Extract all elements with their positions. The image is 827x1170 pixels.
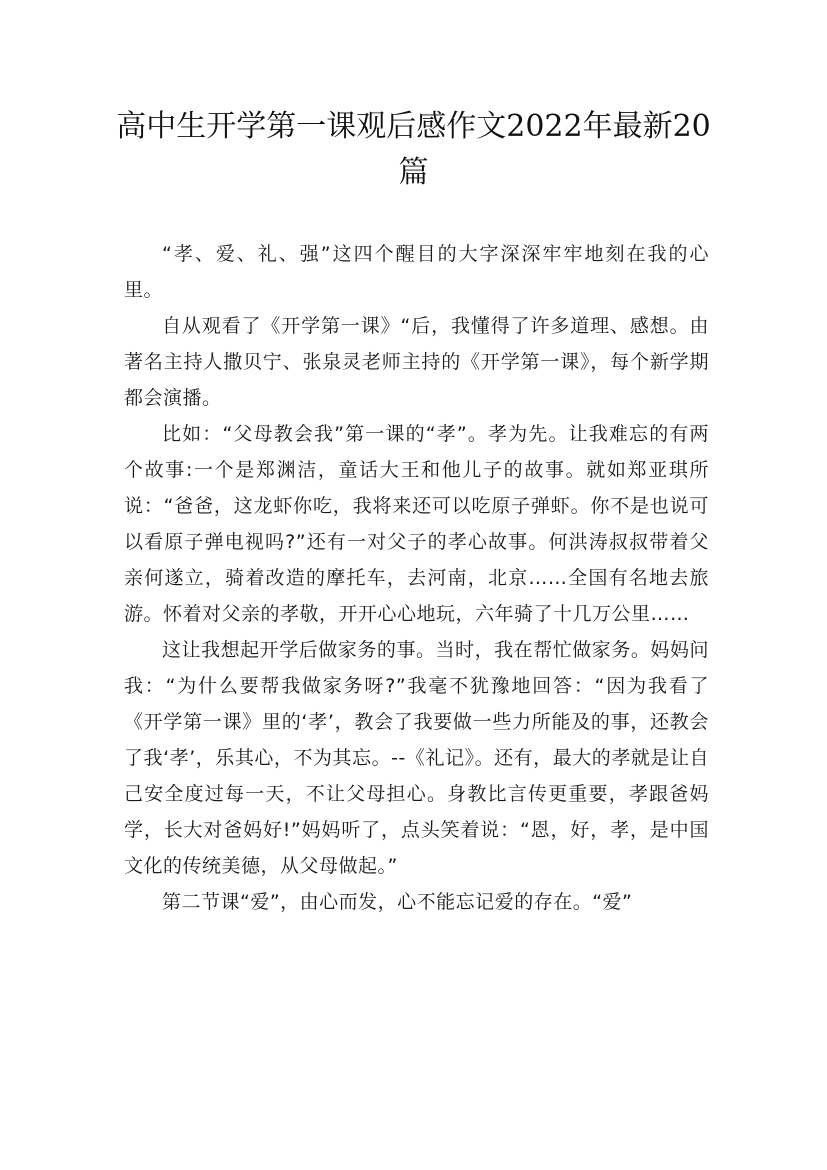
document-title: 高中生开学第一课观后感作文2022年最新20篇 bbox=[116, 109, 711, 190]
paragraph: 第二节课“爱”，由心而发，心不能忘记爱的存在。“爱” bbox=[162, 891, 633, 913]
paragraph: 这让我想起开学后做家务的事。当时，我在帮忙做家务。妈妈问我：“为什么要帮我做家务呀?”我毫不犹豫地回答：“因为我看了《开学第一课》里的‘孝’，教会了我要做一些力所能及的事，还教会了我‘孝’，乐其心，不为其忘。--《礼记》。还有，最大的孝就是让自己安全度过每一天，不让父母担心。身教比言传更重要，孝跟爸妈学，长大对爸妈好!”妈妈听了，点头笑着说：“恩，好，孝，是中国文化的传统美德，从父母做起。” bbox=[124, 639, 709, 877]
paragraph: 比如：“父母教会我”第一课的“孝”。孝为先。让我难忘的有两个故事:一个是郑渊洁，童话大王和他儿子的故事。就如郑亚琪所说：“爸爸，这龙虾你吃，我将来还可以吃原子弹虾。你不是也说可以看原子弹电视吗?”还有一对父子的孝心故事。何洪涛叔叔带着父亲何遂立，骑着改造的摩托车，去河南，北京……全国有名地去旅游。怀着对父亲的孝敬，开开心心地玩，六年骑了十几万公里…… bbox=[124, 423, 709, 625]
paragraph: 自从观看了《开学第一课》“后，我懂得了许多道理、感想。由著名主持人撒贝宁、张泉灵老师主持的《开学第一课》，每个新学期都会演播。 bbox=[124, 315, 709, 409]
paragraph: “孝、爱、礼、强”这四个醒目的大字深深牢牢地刻在我的心里。 bbox=[124, 243, 709, 301]
document-body bbox=[124, 236, 709, 920]
